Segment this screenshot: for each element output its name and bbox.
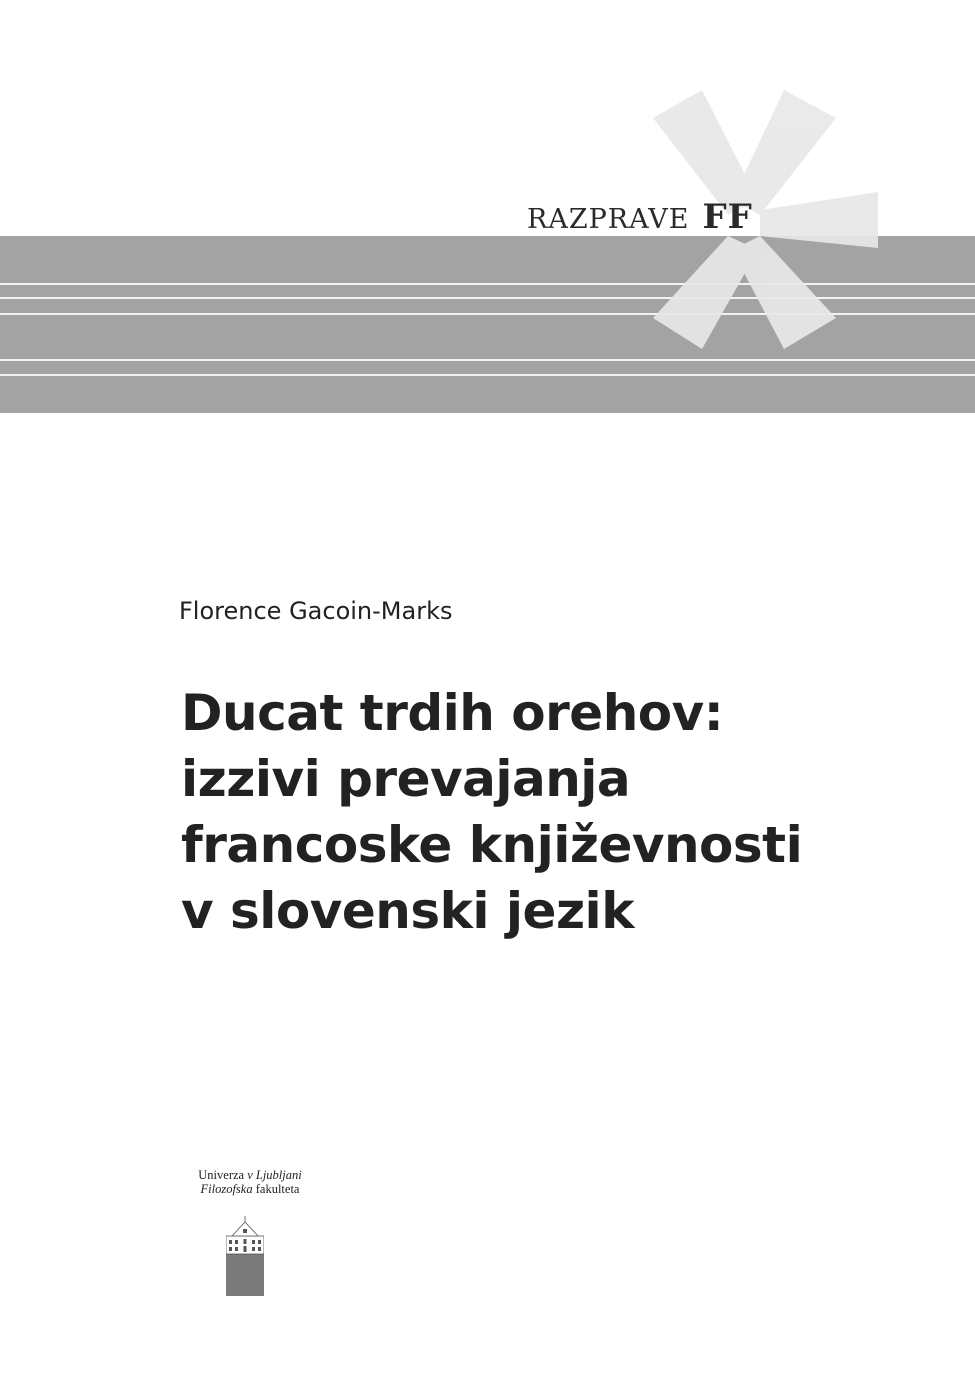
- title-line: francoske književnosti: [181, 816, 803, 874]
- title-line: Ducat trdih orehov:: [181, 684, 724, 742]
- publisher-university-a: Univerza: [198, 1168, 245, 1182]
- title-line: v slovenski jezik: [181, 882, 634, 940]
- book-title: [181, 680, 881, 944]
- publisher-university-b: v Ljubljani: [247, 1168, 302, 1182]
- series-name: razprave: [527, 193, 690, 237]
- asterisk-logo-icon: [0, 0, 975, 420]
- publisher-faculty-a: Filozofska: [200, 1182, 253, 1196]
- faculty-building-icon: [226, 1216, 264, 1296]
- series-abbr: FF: [702, 197, 753, 237]
- title-line: izzivi prevajanja: [181, 750, 631, 808]
- publisher-imprint: [180, 1168, 320, 1196]
- publisher-faculty-b: fakulteta: [255, 1182, 300, 1196]
- series-logo: [527, 193, 753, 237]
- author-name: Florence Gacoin-Marks: [179, 597, 453, 625]
